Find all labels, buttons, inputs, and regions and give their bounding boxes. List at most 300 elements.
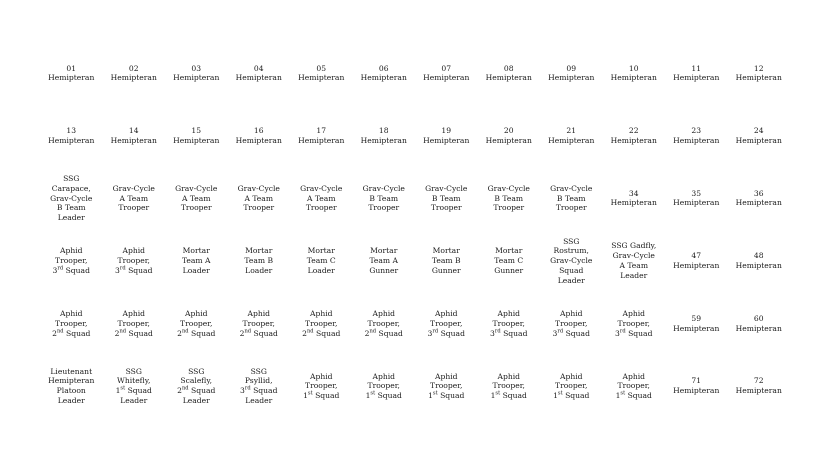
roster-line: 72 [753,376,764,386]
roster-line: Squad [559,265,584,275]
roster-line: Team A [181,256,211,266]
roster-cell [415,355,478,418]
roster-line: Trooper [430,203,462,213]
roster-line: 3rd Squad [615,328,653,338]
roster-cell [165,167,228,230]
roster-line: Grav-Cycle [237,183,280,193]
roster-line: SSG [125,366,142,376]
roster-cell-text [238,184,280,213]
roster-line: 2nd Squad [177,385,216,396]
roster-cell [228,167,291,230]
roster-cell-text [611,241,656,280]
roster-line: Hemipteran [298,135,345,145]
roster-cell-text [673,189,719,209]
roster-line: Trooper, [555,381,588,391]
roster-cell-text [611,64,657,84]
roster-line: 19 [441,126,452,136]
roster-line: Mortar [245,246,273,256]
roster-line: Hemipteran [735,73,782,83]
roster-cell-text [366,372,402,401]
roster-line: Grav-Cycle [50,193,93,203]
roster-line: Psyllid, [244,376,273,386]
roster-line: 05 [316,63,327,73]
roster-line: 16 [253,126,264,136]
roster-line: Mortar [370,246,398,256]
roster-line: Hemipteran [548,73,595,83]
roster-cell-text [486,126,532,146]
roster-line: A Team [181,193,211,203]
roster-line: 14 [128,126,139,136]
roster-cell [665,105,728,168]
roster-line: Trooper, [367,381,400,391]
roster-cell-text [736,189,782,209]
roster-cell [165,292,228,355]
roster-cell-text [736,126,782,146]
roster-line: Team A [369,256,399,266]
roster-line: Trooper, [617,381,650,391]
roster-cell-text [423,126,469,146]
roster-line: Team B [244,256,274,266]
roster-cell [165,230,228,293]
roster-line: Leader [57,396,85,406]
roster-line: 1st Squad [303,390,340,401]
roster-line: Grav-Cycle [487,183,530,193]
roster-line: 21 [566,126,577,136]
roster-cell-text [236,64,282,84]
roster-cell-text [48,367,94,406]
roster-cell [165,105,228,168]
roster-line: A Team [119,193,149,203]
roster-cell [603,292,666,355]
roster-cell [40,292,103,355]
roster-cell-text [48,126,94,146]
roster-line: 3rd Squad [490,328,528,338]
roster-line: 2nd Squad [239,328,278,338]
roster-line: Grav-Cycle [550,256,593,266]
roster-line: Gunner [431,265,461,275]
roster-line: Trooper, [617,318,650,328]
roster-line: Hemipteran [298,73,345,83]
roster-line: Hemipteran [235,135,282,145]
roster-cell-text [673,64,719,84]
roster-line: 06 [378,63,389,73]
roster-line: A Team [244,193,274,203]
roster-line: 1st Squad [115,385,152,396]
roster-line: Mortar [307,246,335,256]
roster-cell [103,167,166,230]
roster-line: Trooper [180,203,212,213]
roster-cell-text [240,367,277,406]
roster-cell [40,230,103,293]
roster-cell-text [240,309,278,338]
roster-cell-text [298,64,344,84]
roster-line: Grav-Cycle [300,183,343,193]
roster-line: Aphid [559,308,583,318]
roster-cell [540,42,603,105]
roster-line: Trooper, [55,256,88,266]
roster-line: 15 [191,126,202,136]
roster-cell-text [673,251,719,271]
roster-line: Hemipteran [360,73,407,83]
roster-line: Leader [182,396,210,406]
roster-line: 02 [128,63,139,73]
roster-line: Aphid [497,371,520,381]
roster-cell [478,105,541,168]
roster-line: Hemipteran [673,323,720,333]
roster-cell [478,355,541,418]
roster-line: 07 [441,63,452,73]
roster-line: 1st Squad [490,390,527,401]
roster-cell [40,355,103,418]
roster-cell [353,42,416,105]
roster-cell [728,292,791,355]
roster-cell [290,292,353,355]
roster-cell-text [673,314,719,334]
roster-cell-text [116,367,152,406]
roster-line: Hemipteran [610,135,657,145]
roster-cell [353,292,416,355]
roster-line: Trooper [555,203,587,213]
roster-cell-text [369,246,398,275]
roster-cell-text [365,309,403,338]
roster-cell [415,42,478,105]
roster-line: Mortar [432,246,460,256]
roster-line: Hemipteran [485,135,532,145]
roster-cell-text [428,309,465,338]
roster-cell-text [423,64,469,84]
roster-line: 1st Squad [553,390,590,401]
roster-cell-text [548,64,594,84]
roster-line: 3rd Squad [52,265,90,275]
roster-cell [665,292,728,355]
roster-cell [603,230,666,293]
roster-line: 35 [691,188,702,198]
roster-line: Hemipteran [173,73,220,83]
roster-cell [103,355,166,418]
roster-cell-text [50,174,92,223]
roster-line: Leader [557,275,585,285]
roster-line: 2nd Squad [52,328,91,338]
roster-line: 3rd Squad [552,328,590,338]
roster-cell [353,355,416,418]
roster-cell-text [307,246,336,275]
roster-line: Aphid [309,371,333,381]
roster-line: Hemipteran [673,73,720,83]
roster-line: 23 [691,126,702,136]
roster-line: 2nd Squad [302,328,341,338]
roster-line: A Team [619,261,649,271]
roster-line: Aphid [434,371,458,381]
roster-line: Gunner [369,265,399,275]
roster-cell [228,105,291,168]
roster-line: Hemipteran [48,135,95,145]
roster-line: 03 [191,63,202,73]
roster-line: Hemipteran [548,135,595,145]
roster-cell [353,167,416,230]
roster-line: 18 [378,126,389,136]
roster-line: Grav-Cycle [175,183,218,193]
roster-cell-text [177,309,215,338]
roster-line: Team C [306,256,336,266]
roster-line: 10 [628,63,639,73]
roster-cell-text [48,64,94,84]
roster-cell [478,167,541,230]
roster-line: Trooper, [367,318,400,328]
roster-line: Aphid [372,371,395,381]
roster-line: Trooper, [430,381,463,391]
roster-cell [290,167,353,230]
roster-cell-text [244,246,273,275]
roster-line: Hemipteran [48,73,95,83]
roster-cell-text [182,246,211,275]
roster-line: Hemipteran [735,135,782,145]
roster-line: Aphid [309,308,333,318]
roster-line: Carapace, [51,183,91,193]
roster-line: Hemipteran [673,261,720,271]
roster-line: Trooper, [117,318,150,328]
roster-line: B Team [556,193,586,203]
roster-line: Grav-Cycle [112,183,155,193]
roster-line: 13 [66,126,77,136]
roster-line: Hemipteran [735,323,782,333]
roster-cell-text [736,376,782,396]
roster-cell [415,292,478,355]
roster-cell-text [300,184,342,213]
roster-line: Aphid [59,246,83,256]
roster-line: 12 [753,63,764,73]
roster-line: 2nd Squad [364,328,403,338]
roster-line: Lieutenant [50,366,93,376]
roster-line: Aphid [122,308,146,318]
roster-line: Aphid [372,308,396,318]
roster-cell-text [361,126,407,146]
roster-cell [540,230,603,293]
roster-cell-text [298,126,344,146]
roster-line: 1st Squad [615,390,652,401]
roster-cell [228,230,291,293]
roster-cell-text [111,126,157,146]
roster-cell [165,42,228,105]
roster-cell-text [616,372,652,401]
roster-cell [540,292,603,355]
roster-line: SSG [63,173,80,183]
roster-line: 20 [503,126,514,136]
roster-cell [415,230,478,293]
roster-cell-text [736,251,782,271]
roster-cell-text [736,314,782,334]
roster-line: Hemipteran [673,135,720,145]
roster-line: 47 [691,251,702,261]
roster-cell-text [115,246,152,275]
roster-cell-text [303,372,339,401]
roster-cell-text [611,126,657,146]
roster-line: 04 [253,63,264,73]
roster-line: Leader [57,213,85,223]
roster-cell [228,42,291,105]
roster-line: Hemipteran [673,198,720,208]
roster-cell-text [548,126,594,146]
roster-line: Aphid [497,308,520,318]
roster-line: 2nd Squad [114,328,153,338]
roster-line: Aphid [184,308,208,318]
roster-cell-text [491,372,527,401]
roster-cell-text [736,64,782,84]
roster-line: 24 [753,126,764,136]
roster-cell-text [550,184,592,213]
roster-line: 48 [753,251,764,261]
roster-cell [665,355,728,418]
roster-line: Team C [494,256,524,266]
roster-cell [603,167,666,230]
roster-cell-text [173,126,219,146]
roster-line: Trooper, [430,318,463,328]
roster-cell-text [553,372,589,401]
roster-cell-text [177,367,215,406]
roster-cell [40,42,103,105]
roster-cell-text [490,309,527,338]
roster-cell-text [115,309,153,338]
roster-line: Whitefly, [117,376,151,386]
roster-cell [665,167,728,230]
roster-cell [228,292,291,355]
roster-cell [353,105,416,168]
roster-line: Scalefly, [180,376,213,386]
roster-line: Hemipteran [673,386,720,396]
roster-cell [478,230,541,293]
roster-cell [415,105,478,168]
roster-cell [540,355,603,418]
roster-grid [40,42,826,418]
roster-cell-text [428,372,464,401]
roster-cell-text [486,64,532,84]
roster-line: Trooper, [555,318,588,328]
roster-line: A Team [306,193,336,203]
roster-line: 34 [628,188,639,198]
roster-line: Grav-Cycle [425,183,468,193]
roster-cell [40,105,103,168]
roster-cell [228,355,291,418]
roster-cell-text [615,309,652,338]
roster-cell-text [673,376,719,396]
roster-cell [40,167,103,230]
roster-cell-text [553,309,590,338]
roster-line: 71 [691,376,702,386]
roster-cell [415,167,478,230]
roster-line: Trooper, [305,318,338,328]
roster-cell-text [111,64,157,84]
roster-cell [728,105,791,168]
roster-line: Trooper [493,203,525,213]
roster-line: 11 [691,63,702,73]
roster-cell-text [302,309,340,338]
roster-line: Hemipteran [110,135,157,145]
roster-line: 2nd Squad [177,328,216,338]
roster-cell-text [550,237,592,286]
roster-cell [728,167,791,230]
roster-cell [603,355,666,418]
roster-line: Hemipteran [235,73,282,83]
roster-cell [103,230,166,293]
roster-cell [103,105,166,168]
roster-line: Aphid [247,308,271,318]
roster-cell-text [488,184,530,213]
roster-line: Hemipteran [173,135,220,145]
roster-cell [728,355,791,418]
roster-line: SSG Gadfly, [611,241,657,251]
roster-line: Hemipteran [48,376,95,386]
roster-line: B Team [431,193,461,203]
roster-cell-text [361,64,407,84]
roster-line: Aphid [622,308,645,318]
roster-cell [603,105,666,168]
roster-cell [603,42,666,105]
roster-cell-text [113,184,155,213]
roster-line: Loader [307,265,335,275]
roster-line: 36 [753,188,764,198]
roster-cell [103,292,166,355]
roster-line: Aphid [59,308,83,318]
roster-cell [478,42,541,105]
roster-line: Hemipteran [110,73,157,83]
roster-cell [103,42,166,105]
roster-cell-text [53,246,90,275]
roster-line: Trooper [305,203,337,213]
roster-line: Team B [431,256,461,266]
roster-line: Rostrum, [553,246,589,256]
roster-line: Leader [620,270,648,280]
roster-cell-text [425,184,467,213]
roster-line: Mortar [495,246,523,256]
roster-line: 3rd Squad [427,328,465,338]
roster-cell [540,167,603,230]
roster-line: Trooper, [492,318,525,328]
roster-cell [540,105,603,168]
roster-line: Hemipteran [610,198,657,208]
roster-cell-text [673,126,719,146]
roster-line: 1st Squad [428,390,465,401]
roster-cell-text [363,184,405,213]
roster-line: 22 [628,126,639,136]
roster-line: Loader [245,265,273,275]
roster-line: Mortar [182,246,210,256]
roster-line: Grav-Cycle [612,251,655,261]
roster-line: 59 [691,313,702,323]
roster-line: Aphid [434,308,458,318]
roster-line: 3rd Squad [115,265,153,275]
roster-cell-text [175,184,217,213]
roster-line: SSG [563,236,580,246]
roster-line: Hemipteran [423,135,470,145]
roster-line: Trooper, [492,381,525,391]
roster-cell [165,355,228,418]
roster-line: Trooper, [305,381,338,391]
roster-line: Trooper, [117,256,150,266]
roster-line: Aphid [559,371,583,381]
roster-line: B Team [494,193,524,203]
roster-line: 09 [566,63,577,73]
roster-cell-text [52,309,90,338]
roster-line: 1st Squad [365,390,402,401]
roster-line: 60 [753,313,764,323]
roster-line: 01 [66,63,77,73]
roster-line: Hemipteran [360,135,407,145]
roster-line: Trooper [243,203,275,213]
roster-line: Loader [182,265,210,275]
roster-cell [290,230,353,293]
roster-cell [353,230,416,293]
roster-cell [665,230,728,293]
roster-line: Gunner [494,265,524,275]
